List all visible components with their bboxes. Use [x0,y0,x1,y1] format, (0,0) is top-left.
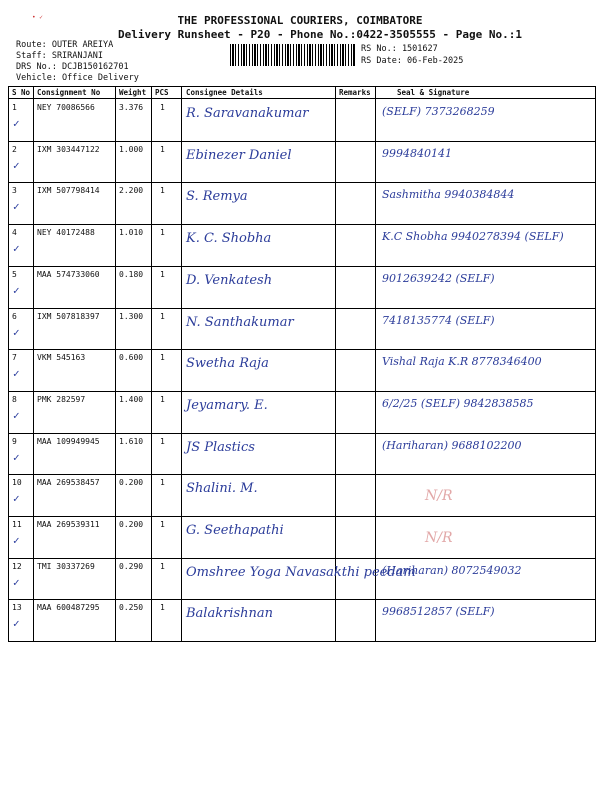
row-signature: (Hariharan) 8072549032 [382,563,522,577]
row-weight: 1.010 [119,228,144,238]
row-consignment: MAA 269539311 [37,520,100,529]
col-header-pcs: PCS [155,88,169,97]
tick-mark-icon: ✓ [13,575,20,589]
rs-date: RS Date: 06-Feb-2025 [361,56,464,66]
row-sno: 6 [12,311,17,321]
tick-mark-icon: ✓ [13,283,20,297]
not-received-stamp: N/R [425,488,453,505]
row-pcs: 1 [160,228,165,238]
row-weight: 2.200 [119,186,144,196]
col-header-consignment: Consignment No [37,88,101,97]
row-divider [9,474,595,475]
row-sno: 9 [12,436,17,446]
row-weight: 0.250 [119,603,144,613]
row-pcs: 1 [160,353,165,363]
row-consignee: Shalini. M. [186,481,258,497]
row-divider [9,391,595,392]
col-header-sno: S No [12,88,31,97]
table-row [9,182,595,223]
row-signature: K.C Shobha 9940278394 (SELF) [382,230,564,244]
col-header-signature: Seal & Signature [397,88,470,97]
row-signature: Vishal Raja K.R 8778346400 [382,355,542,369]
row-consignee: Swetha Raja [186,356,269,372]
row-sno: 12 [12,561,22,571]
row-pcs: 1 [160,186,165,196]
row-consignee: S. Remya [186,189,248,205]
tick-mark-icon: ✓ [13,367,20,381]
row-sno: 8 [12,394,17,404]
row-sno: 13 [12,603,22,613]
tick-mark-icon: ✓ [13,450,20,464]
row-divider [9,516,595,517]
row-consignment: NEY 70086566 [37,103,95,112]
row-sno: 2 [12,144,17,154]
table-row [9,391,595,432]
row-divider [9,349,595,350]
row-pcs: 1 [160,394,165,404]
row-consignee: Omshree Yoga Navasakthi peedam [186,564,416,580]
row-pcs: 1 [160,144,165,154]
row-consignment: NEY 40172488 [37,228,95,238]
row-consignment: IXM 507818397 [37,311,100,321]
row-weight: 1.300 [119,311,144,321]
row-divider [9,141,595,142]
row-consignment: MAA 269538457 [37,478,100,488]
row-pcs: 1 [160,269,165,279]
row-weight: 0.200 [119,520,144,529]
row-pcs: 1 [160,103,165,112]
row-consignee: Ebinezer Daniel [186,147,292,163]
table-row [9,433,595,474]
row-consignee: G. Seethapathi [186,523,284,538]
rs-number: RS No.: 1501627 [361,44,438,54]
row-sno: 1 [12,103,17,112]
row-pcs: 1 [160,603,165,613]
row-consignment: IXM 507798414 [37,186,100,196]
row-sno: 11 [12,520,22,529]
corner-mark: • ✓ [32,14,43,21]
vehicle-label: Vehicle: Office Delivery [16,73,139,83]
row-signature: 7418135774 (SELF) [382,313,495,327]
row-weight: 1.000 [119,144,144,154]
col-header-weight: Weight [119,88,147,97]
row-weight: 1.400 [119,394,144,404]
row-pcs: 1 [160,561,165,571]
row-weight: 1.610 [119,436,144,446]
route-label: Route: OUTER AREIYA [16,40,114,50]
table-row [9,558,595,599]
table-row [9,224,595,265]
row-sno: 10 [12,478,22,488]
row-consignment: VKM 545163 [37,353,86,363]
runsheet-table [8,86,596,642]
row-divider [9,433,595,434]
row-sno: 4 [12,228,17,238]
staff-label: Staff: SRIRANJANI [16,51,103,61]
row-consignment: MAA 574733060 [37,269,100,279]
table-row [9,141,595,182]
tick-mark-icon: ✓ [13,158,20,172]
row-consignment: TMI 30337269 [37,561,95,571]
tick-mark-icon: ✓ [13,242,20,256]
row-pcs: 1 [160,520,165,529]
tick-mark-icon: ✓ [13,492,20,506]
tick-mark-icon: ✓ [13,408,20,422]
row-signature: (SELF) 7373268259 [382,105,495,118]
row-sno: 5 [12,269,17,279]
row-consignee: Jeyamary. E. [186,397,268,413]
col-header-consignee: Consignee Details [186,88,263,97]
row-weight: 0.180 [119,269,144,279]
row-consignment: MAA 600487295 [37,603,100,613]
row-divider [9,599,595,600]
table-row [9,308,595,349]
tick-mark-icon: ✓ [13,117,20,130]
row-consignee: R. Saravanakumar [186,106,309,121]
tick-mark-icon: ✓ [13,617,20,631]
row-consignee: K. C. Shobha [186,231,272,247]
row-consignee: JS Plastics [186,439,255,455]
row-signature: 6/2/25 (SELF) 9842838585 [382,396,534,410]
table-row [9,349,595,390]
barcode [230,44,356,66]
not-received-stamp: N/R [425,530,453,546]
row-signature: Sashmitha 9940384844 [382,188,515,202]
row-pcs: 1 [160,478,165,488]
row-signature: 9968512857 (SELF) [382,605,495,619]
row-divider [9,308,595,309]
table-row [9,266,595,307]
tick-mark-icon: ✓ [13,200,20,214]
tick-mark-icon: ✓ [13,534,20,547]
row-sno: 3 [12,186,17,196]
row-signature: 9994840141 [382,146,452,160]
row-signature: (Hariharan) 9688102200 [382,438,522,452]
row-weight: 3.376 [119,103,144,112]
row-divider [9,182,595,183]
table-row [9,599,595,640]
row-weight: 0.200 [119,478,144,488]
row-consignment: PMK 282597 [37,394,86,404]
row-consignee: N. Santhakumar [186,314,294,330]
row-sno: 7 [12,353,17,363]
row-divider [9,266,595,267]
tick-mark-icon: ✓ [13,325,20,339]
table-row [9,99,595,140]
runsheet-subtitle: Delivery Runsheet - P20 - Phone No.:0422-3505555 - Page No.:1 [118,28,522,41]
row-weight: 0.290 [119,561,144,571]
row-divider [9,558,595,559]
row-consignment: MAA 109949945 [37,436,100,446]
drs-label: DRS No.: DCJB150162701 [16,62,129,72]
row-divider [9,224,595,225]
col-header-remarks: Remarks [339,88,371,97]
row-weight: 0.600 [119,353,144,363]
row-pcs: 1 [160,311,165,321]
table-row [9,474,595,515]
table-row [9,516,595,557]
row-consignee: Balakrishnan [186,606,274,622]
row-pcs: 1 [160,436,165,446]
company-title: THE PROFESSIONAL COURIERS, COIMBATORE [177,14,423,27]
row-consignment: IXM 303447122 [37,144,100,154]
row-consignee: D. Venkatesh [186,272,273,288]
row-signature: 9012639242 (SELF) [382,271,495,285]
